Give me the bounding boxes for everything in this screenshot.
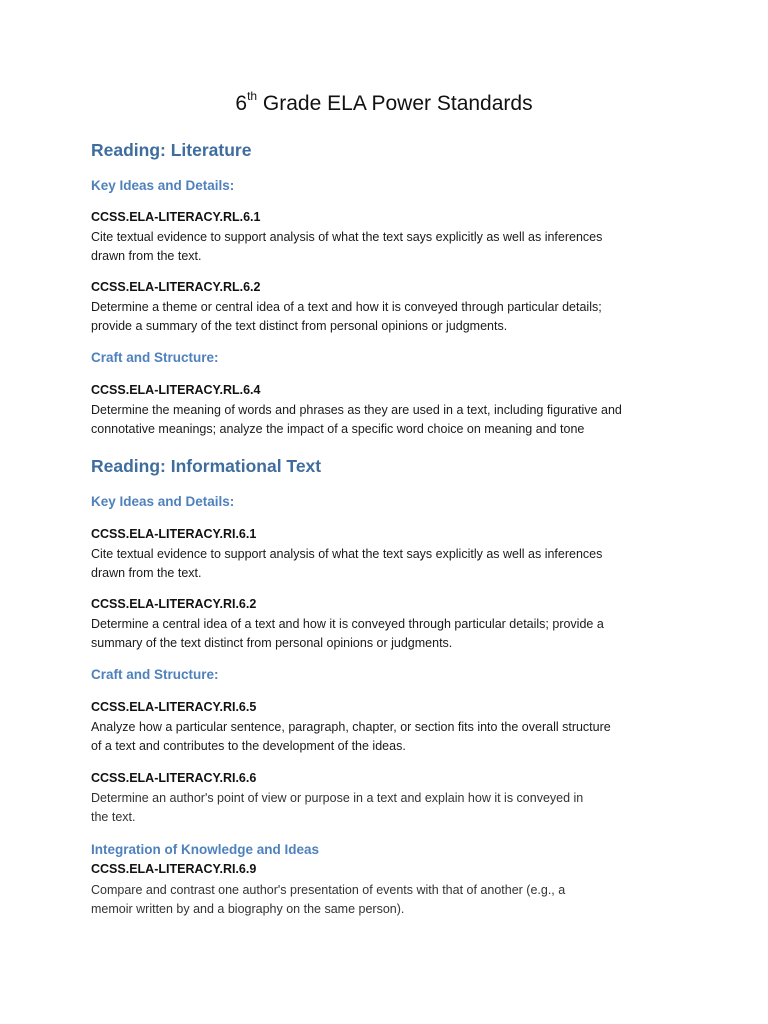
standard-description <box>91 545 691 583</box>
standard-description-line: Determine a central idea of a text and how it is conveyed through particular details; provide a <box>91 617 604 631</box>
standard-code: CCSS.ELA-LITERACY.RI.6.2 <box>91 597 257 611</box>
title-grade-number: 6 <box>235 92 248 115</box>
standard-description-line: Determine the meaning of words and phrases as they are used in a text, including figurative and <box>91 403 622 417</box>
standard-description-line: the text. <box>91 810 136 824</box>
standard-description-line: Analyze how a particular sentence, paragraph, chapter, or section fits into the overall structure <box>91 720 611 734</box>
sub-heading-craft-structure: Craft and Structure: <box>91 350 219 365</box>
standard-code: CCSS.ELA-LITERACY.RL.6.1 <box>91 210 261 224</box>
sub-heading-key-ideas: Key Ideas and Details: <box>91 178 235 193</box>
standard-description-line: connotative meanings; analyze the impact of a specific word choice on meaning and tone <box>91 422 585 436</box>
standard-description-line: Determine an author's point of view or purpose in a text and explain how it is conveyed in <box>91 791 584 805</box>
standard-description <box>91 228 691 266</box>
standard-code: CCSS.ELA-LITERACY.RI.6.1 <box>91 527 257 541</box>
standard-description-line: Determine a theme or central idea of a text and how it is conveyed through particular details; <box>91 300 602 314</box>
standard-description-line: memoir written by and a biography on the same person). <box>91 902 405 916</box>
standard-description-line: summary of the text distinct from personal opinions or judgments. <box>91 636 453 650</box>
standard-code: CCSS.ELA-LITERACY.RI.6.6 <box>91 771 257 785</box>
standard-description-line: Compare and contrast one author's presentation of events with that of another (e.g., a <box>91 883 566 897</box>
standard-code: CCSS.ELA-LITERACY.RI.6.5 <box>91 700 257 714</box>
title-text: Grade ELA Power Standards <box>257 92 533 115</box>
sub-heading-integration-knowledge-ideas: Integration of Knowledge and Ideas <box>91 842 320 857</box>
standard-description-line: of a text and contributes to the development of the ideas. <box>91 739 406 753</box>
standard-description-line: drawn from the text. <box>91 249 202 263</box>
standard-description <box>91 298 691 336</box>
standard-description-line: Cite textual evidence to support analysis of what the text says explicitly as well as inferences <box>91 230 603 244</box>
section-heading-reading-informational-text: Reading: Informational Text <box>91 456 322 476</box>
standard-code: CCSS.ELA-LITERACY.RL.6.2 <box>91 280 261 294</box>
standard-description <box>91 401 691 439</box>
standard-code: CCSS.ELA-LITERACY.RI.6.9 <box>91 862 257 876</box>
standard-description-line: drawn from the text. <box>91 566 202 580</box>
title-ordinal-suffix: th <box>247 89 258 103</box>
sub-heading-key-ideas: Key Ideas and Details: <box>91 494 235 509</box>
sub-heading-craft-structure: Craft and Structure: <box>91 667 219 682</box>
standard-description <box>91 718 691 756</box>
standard-code: CCSS.ELA-LITERACY.RL.6.4 <box>91 383 261 397</box>
section-heading-reading-literature: Reading: Literature <box>91 140 252 160</box>
standard-description <box>91 881 691 919</box>
standard-description-line: Cite textual evidence to support analysis of what the text says explicitly as well as inferences <box>91 547 603 561</box>
standard-description-line: provide a summary of the text distinct from personal opinions or judgments. <box>91 319 508 333</box>
page-title <box>0 89 768 116</box>
standard-description <box>91 615 691 653</box>
standard-description <box>91 789 691 827</box>
